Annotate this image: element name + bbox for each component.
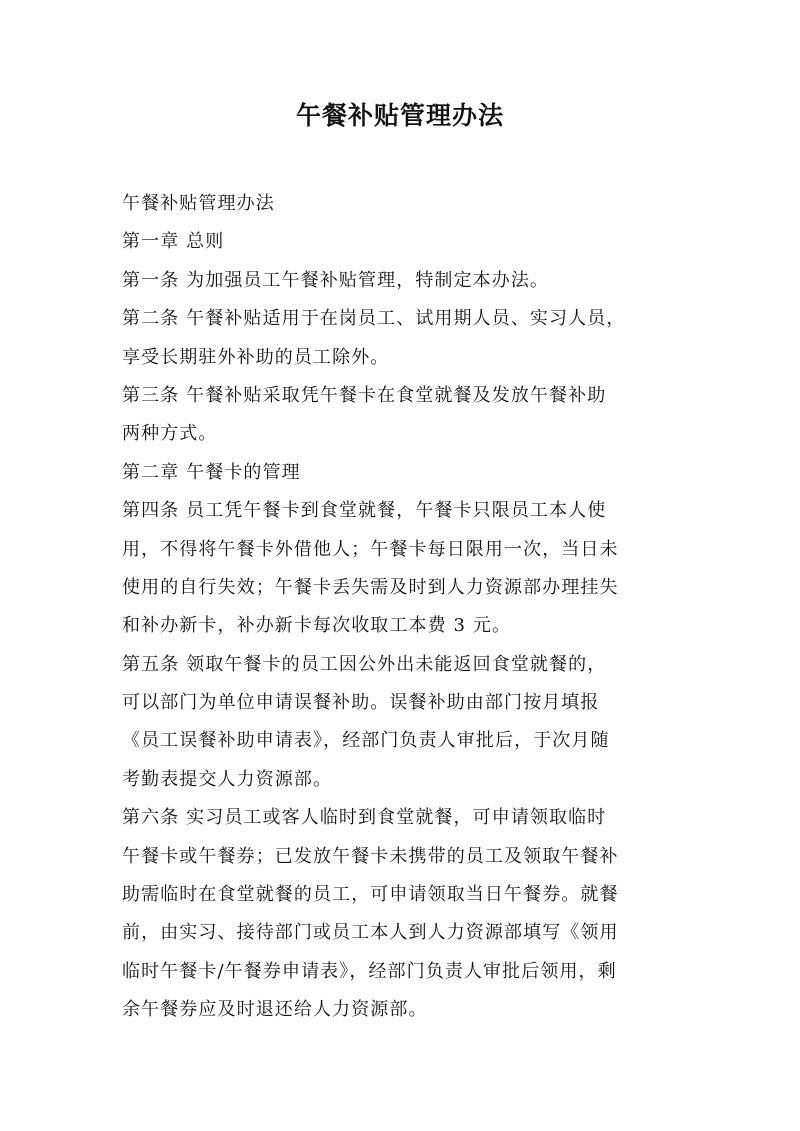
chapter-heading: 第二章 午餐卡的管理 xyxy=(122,461,301,483)
body-line: 第五条 领取午餐卡的员工因公外出未能返回食堂就餐的， xyxy=(122,653,607,675)
body-line: 前，由实习、接待部门或员工本人到人力资源部填写《领用 xyxy=(122,922,619,944)
body-line: 午餐补贴管理办法 xyxy=(122,193,275,214)
body-line: 第四条 员工凭午餐卡到食堂就餐，午餐卡只限员工本人使 xyxy=(122,500,607,522)
body-line: 享受长期驻外补助的员工除外。 xyxy=(122,346,390,368)
body-line: 午餐卡或午餐券；已发放午餐卡未携带的员工及领取午餐补 xyxy=(122,845,619,867)
body-line: 可以部门为单位申请误餐补助。误餐补助由部门按月填报 xyxy=(122,692,600,714)
body-line: 和补办新卡，补办新卡每次收取工本费 3 元。 xyxy=(122,615,512,637)
body-line: 助需临时在食堂就餐的员工，可申请领取当日午餐券。就餐 xyxy=(122,884,619,906)
body-line: 余午餐券应及时退还给人力资源部。 xyxy=(122,999,428,1021)
body-line: 临时午餐卡/午餐券申请表》，经部门负责人审批后领用，剩 xyxy=(122,960,617,982)
body-line: 第一条 为加强员工午餐补贴管理，特制定本办法。 xyxy=(122,269,550,291)
document-title: 午餐补贴管理办法 xyxy=(295,101,504,130)
body-line: 用，不得将午餐卡外借他人；午餐卡每日限用一次，当日未 xyxy=(122,538,619,560)
body-line: 第二条 午餐补贴适用于在岗员工、试用期人员、实习人员， xyxy=(122,308,626,330)
document-body xyxy=(122,185,697,1030)
body-line: 第三条 午餐补贴采取凭午餐卡在食堂就餐及发放午餐补助 xyxy=(122,384,607,406)
body-line: 考勤表提交人力资源部。 xyxy=(122,768,333,790)
body-line: 两种方式。 xyxy=(122,423,218,445)
body-line: 使用的自行失效；午餐卡丢失需及时到人力资源部办理挂失 xyxy=(122,576,619,598)
body-line: 第六条 实习员工或客人临时到食堂就餐，可申请领取临时 xyxy=(122,807,607,829)
body-line: 《员工误餐补助申请表》，经部门负责人审批后，于次月随 xyxy=(122,730,610,752)
chapter-heading: 第一章 总则 xyxy=(122,231,225,253)
